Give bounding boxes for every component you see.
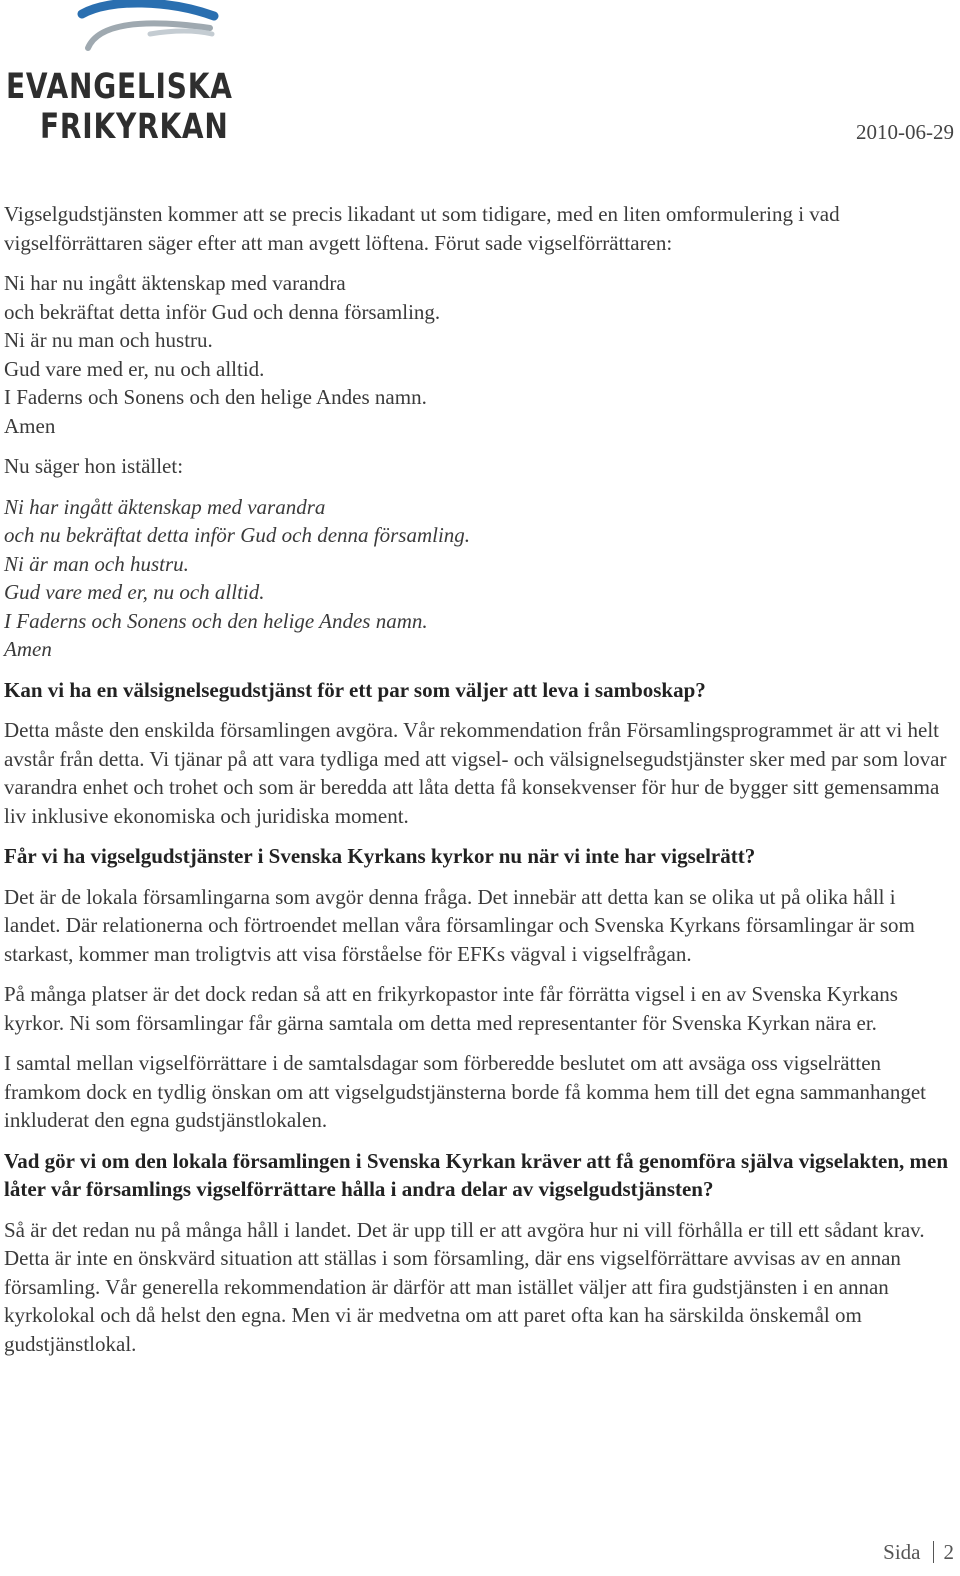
- question-heading-3: Vad gör vi om den lokala församlingen i Svenska Kyrkan kräver att få genomföra själva vigselakten, men låter vår församlings vigselförrättare hålla i andra delar av vigselgudstjänsten?: [4, 1148, 949, 1201]
- document-body: [4, 200, 956, 1370]
- new-formula-line: och nu bekräftat detta inför Gud och denna församling.: [4, 523, 471, 547]
- answer-paragraph-2b: På många platser är det dock redan så att en frikyrkopastor inte får förrätta vigsel i en av Svenska Kyrkans kyrkor. Ni som församlingar får gärna samtala om detta med representanter för Svenska Kyrkan nära er.: [4, 982, 898, 1035]
- logo-text-line2: FRIKYRKAN: [40, 107, 229, 147]
- answer-paragraph-1: Detta måste den enskilda församlingen avgöra. Vår rekommendation från Församlingsprogrammet är att vi helt avstår från detta. Vi tjänar på att vara tydliga med att vigsel- och välsignelsegudstjänster sker med par som lovar varandra enhet och trohet och som är beredda att låta detta få konsekvenser för hur de bygger sitt gemensamma liv inklusive ekonomiska och juridiska moment.: [4, 718, 947, 828]
- old-formula-line: I Faderns och Sonens och den helige Andes namn.: [4, 385, 427, 409]
- new-formula-block: [4, 493, 956, 664]
- transition-paragraph: Nu säger hon istället:: [4, 454, 184, 478]
- old-formula-line: och bekräftat detta inför Gud och denna församling.: [4, 299, 441, 324]
- organization-logo: [0, 0, 233, 150]
- document-date: 2010-06-29: [856, 120, 954, 144]
- fish-logo-icon: [0, 0, 230, 70]
- logo-text-line1: EVANGELISKA: [6, 67, 233, 107]
- new-formula-line: I Faderns och Sonens och den helige Andes namn.: [4, 608, 428, 633]
- new-formula-line: Amen: [4, 637, 52, 661]
- new-formula-line: Ni är man och hustru.: [4, 551, 189, 576]
- old-formula-line: Gud vare med er, nu och alltid.: [4, 356, 265, 381]
- page-number: 2: [943, 1540, 954, 1564]
- old-formula-block: [4, 269, 956, 440]
- old-formula-line: Ni är nu man och hustru.: [4, 328, 213, 352]
- new-formula-line: Ni har ingått äktenskap med varandra: [4, 494, 326, 519]
- page-footer: [883, 1540, 954, 1565]
- old-formula-line: Ni har nu ingått äktenskap med varandra: [4, 271, 346, 295]
- answer-paragraph-2a: Det är de lokala församlingarna som avgör denna fråga. Det innebär att detta kan se olika ut på olika håll i landet. Där relationerna och förtroendet mellan våra församlingar och Svenska Kyrkans församlingar är som starkast, kommer man troligtvis att visa förståelse för EFKs vägval i vigselfrågan.: [4, 884, 915, 966]
- answer-paragraph-3: Så är det redan nu på många håll i landet. Det är upp till er att avgöra hur ni vill förhålla er till ett sådant krav. Detta är inte en önskvärd situation att ställas i som församling, där ens vigselförrättare avvisas av en annan församling. Vår generella rekommendation är därför att man istället väljer att fira gudstjänsten i en annan kyrkolokal och då helst den egna. Men vi är medvetna om att paret ofta kan ha särskilda önskemål om gudstjänstlokal.: [4, 1217, 925, 1356]
- answer-paragraph-2c: I samtal mellan vigselförrättare i de samtalsdagar som förberedde beslutet om att avsäga oss vigselrätten framkom dock en tydlig önskan om att vigselgudstjänsterna borde få komma hem till det egna sammanhanget inkluderat den egna gudstjänstlokalen.: [4, 1051, 927, 1132]
- footer-divider: [933, 1541, 934, 1563]
- question-heading-2: Får vi ha vigselgudstjänster i Svenska Kyrkans kyrkor nu när vi inte har vigselrätt?: [4, 844, 756, 868]
- page-label: Sida: [883, 1540, 921, 1564]
- intro-paragraph: Vigselgudstjänsten kommer att se precis likadant ut som tidigare, med en liten omformulering i vad vigselförrättaren säger efter att man avgett löftena. Förut sade vigselförrättaren:: [4, 202, 840, 255]
- question-heading-1: Kan vi ha en välsignelsegudstjänst för ett par som väljer att leva i samboskap?: [4, 677, 706, 702]
- new-formula-line: Gud vare med er, nu och alltid.: [4, 580, 265, 604]
- old-formula-line: Amen: [4, 413, 56, 438]
